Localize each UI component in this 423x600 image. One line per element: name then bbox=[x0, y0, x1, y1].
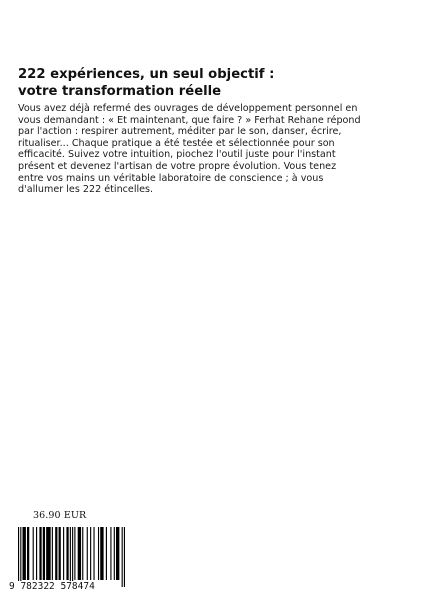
blurb-line: entre vos mains un véritable laboratoire de conscience ; à vous bbox=[18, 172, 324, 184]
barcode-bar bbox=[100, 527, 103, 580]
barcode-bar bbox=[33, 527, 34, 580]
barcode-bar bbox=[122, 527, 123, 587]
barcode-bar bbox=[116, 527, 119, 580]
back-cover-blurb bbox=[18, 103, 410, 196]
barcode-bar bbox=[93, 527, 94, 580]
barcode-bar bbox=[110, 527, 111, 580]
barcode-bar bbox=[74, 527, 75, 580]
back-cover-title bbox=[18, 66, 398, 100]
barcode-bar bbox=[18, 527, 19, 587]
barcode-bar bbox=[124, 527, 125, 587]
barcode-bar bbox=[55, 527, 57, 580]
blurb-line: ritualiser... Chaque pratique a été testée et sélectionnée pour son bbox=[18, 137, 335, 149]
barcode-bar bbox=[27, 527, 29, 580]
blurb-line: Vous avez déjà refermé des ouvrages de développement personnel en bbox=[18, 103, 358, 114]
barcode-bar bbox=[39, 527, 41, 580]
isbn-barcode bbox=[9, 527, 127, 587]
barcode-bar bbox=[106, 527, 107, 580]
barcode-bars bbox=[9, 527, 127, 587]
barcode-bar bbox=[78, 527, 81, 580]
isbn-number: 9 782322 578474 bbox=[9, 581, 95, 592]
blurb-line: par l'action : respirer autrement, méditer par le son, danser, écrire, bbox=[18, 126, 342, 138]
barcode-bar bbox=[98, 527, 99, 580]
blurb-line: vous demandant : « Et maintenant, que faire ? » Ferhat Rehane répond bbox=[18, 114, 361, 126]
title-line-2: votre transformation réelle bbox=[18, 84, 222, 99]
blurb-line: d'allumer les 222 étincelles. bbox=[18, 184, 154, 196]
barcode-bar bbox=[43, 527, 45, 580]
barcode-bar bbox=[82, 527, 83, 580]
blurb-line: efficacité. Suivez votre intuition, piochez l'outil juste pour l'instant bbox=[18, 149, 336, 161]
barcode-bar bbox=[63, 527, 64, 580]
barcode-bar bbox=[114, 527, 115, 580]
barcode-bar bbox=[90, 527, 91, 580]
barcode-bar bbox=[23, 527, 26, 580]
barcode-bar bbox=[66, 527, 68, 580]
barcode-bar bbox=[59, 527, 61, 580]
barcode-bar bbox=[46, 527, 51, 580]
barcode-bar bbox=[72, 527, 73, 587]
title-line-1: 222 expériences, un seul objectif : bbox=[18, 67, 275, 82]
price-label: 36.90 EUR bbox=[33, 510, 87, 521]
barcode-bar bbox=[36, 527, 37, 580]
barcode-bar bbox=[52, 527, 53, 580]
barcode-bar bbox=[87, 527, 88, 580]
barcode-bar bbox=[20, 527, 21, 587]
blurb-line: présent et devenez l'artisan de votre propre évolution. Vous tenez bbox=[18, 160, 337, 172]
barcode-bar bbox=[70, 527, 71, 587]
